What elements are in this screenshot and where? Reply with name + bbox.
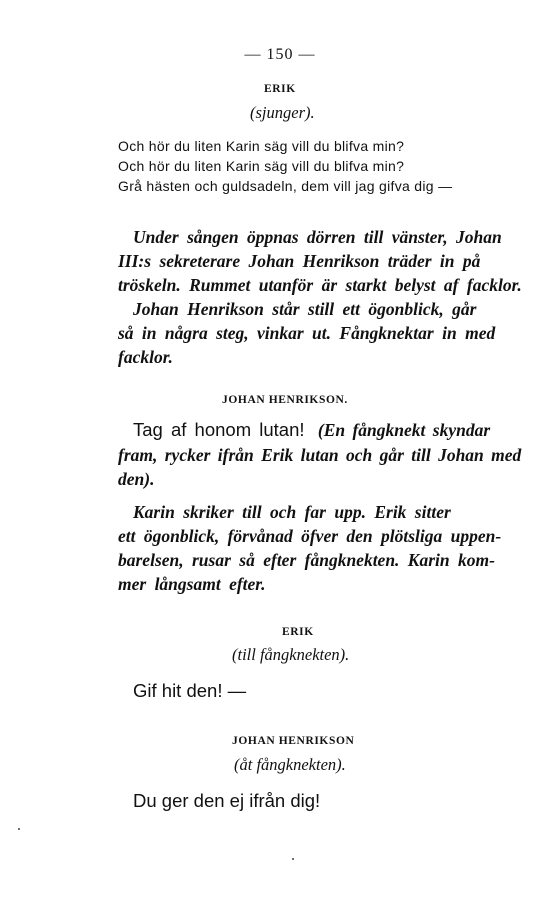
speaker-erik: ERIK <box>264 83 296 95</box>
stage-direction-line: tröskeln. Rummet utanför är starkt belyst af facklor. <box>118 275 522 295</box>
stage-direction-inline: fram, rycker ifrån Erik lutan och går till Johan med <box>118 445 522 465</box>
speech-line: Gif hit den! — <box>133 680 247 701</box>
stage-direction-line: så in några steg, vinkar ut. Fångknektar in med <box>118 323 496 343</box>
stage-direction-line: barelsen, rusar så efter fångknekten. Karin kom- <box>118 550 495 570</box>
song-line: Och hör du liten Karin säg vill du blifva min? <box>118 158 405 174</box>
stage-direction-line <box>118 445 521 466</box>
stage-direction-line: Johan Henrikson står still ett ögonblick, går <box>133 299 477 319</box>
stage-direction-at-fangknekten: (åt fångknekten). <box>234 755 346 774</box>
stage-direction-till-fangknekten: (till fångknekten). <box>232 645 350 664</box>
stage-direction-line: facklor. <box>118 347 173 367</box>
stage-direction-sjunger: (sjunger). <box>250 103 315 122</box>
stage-direction-line: ett ögonblick, förvånad öfver den plötsliga uppen- <box>118 526 502 546</box>
speech-line: Du ger den ej ifrån dig! <box>133 790 321 811</box>
stage-direction-inline: (En fångknekt skyndar <box>317 420 491 440</box>
speech-line <box>133 419 490 441</box>
stage-direction-line: mer långsamt efter. <box>118 574 266 594</box>
speech-text: Tag af honom lutan! <box>133 419 305 440</box>
speaker-johan-henrikson: JOHAN HENRIKSON <box>232 735 355 747</box>
song-line: Och hör du liten Karin säg vill du blifva min? <box>118 138 405 154</box>
stage-direction-line: Karin skriker till och far upp. Erik sitter <box>133 502 451 522</box>
page-number: — 150 — <box>244 46 316 63</box>
scan-speck <box>292 858 294 860</box>
stage-direction-line <box>118 469 154 490</box>
scan-speck <box>18 828 20 830</box>
speaker-johan-henrikson: JOHAN HENRIKSON. <box>222 394 348 406</box>
song-line: Grå hästen och guldsadeln, dem vill jag gifva dig — <box>118 178 453 194</box>
stage-direction-line: Under sången öppnas dörren till vänster, Johan <box>133 227 502 247</box>
stage-direction-line: III:s sekreterare Johan Henrikson träder in på <box>118 251 481 271</box>
speaker-erik: ERIK <box>282 626 314 638</box>
stage-direction-inline: den). <box>118 469 155 489</box>
